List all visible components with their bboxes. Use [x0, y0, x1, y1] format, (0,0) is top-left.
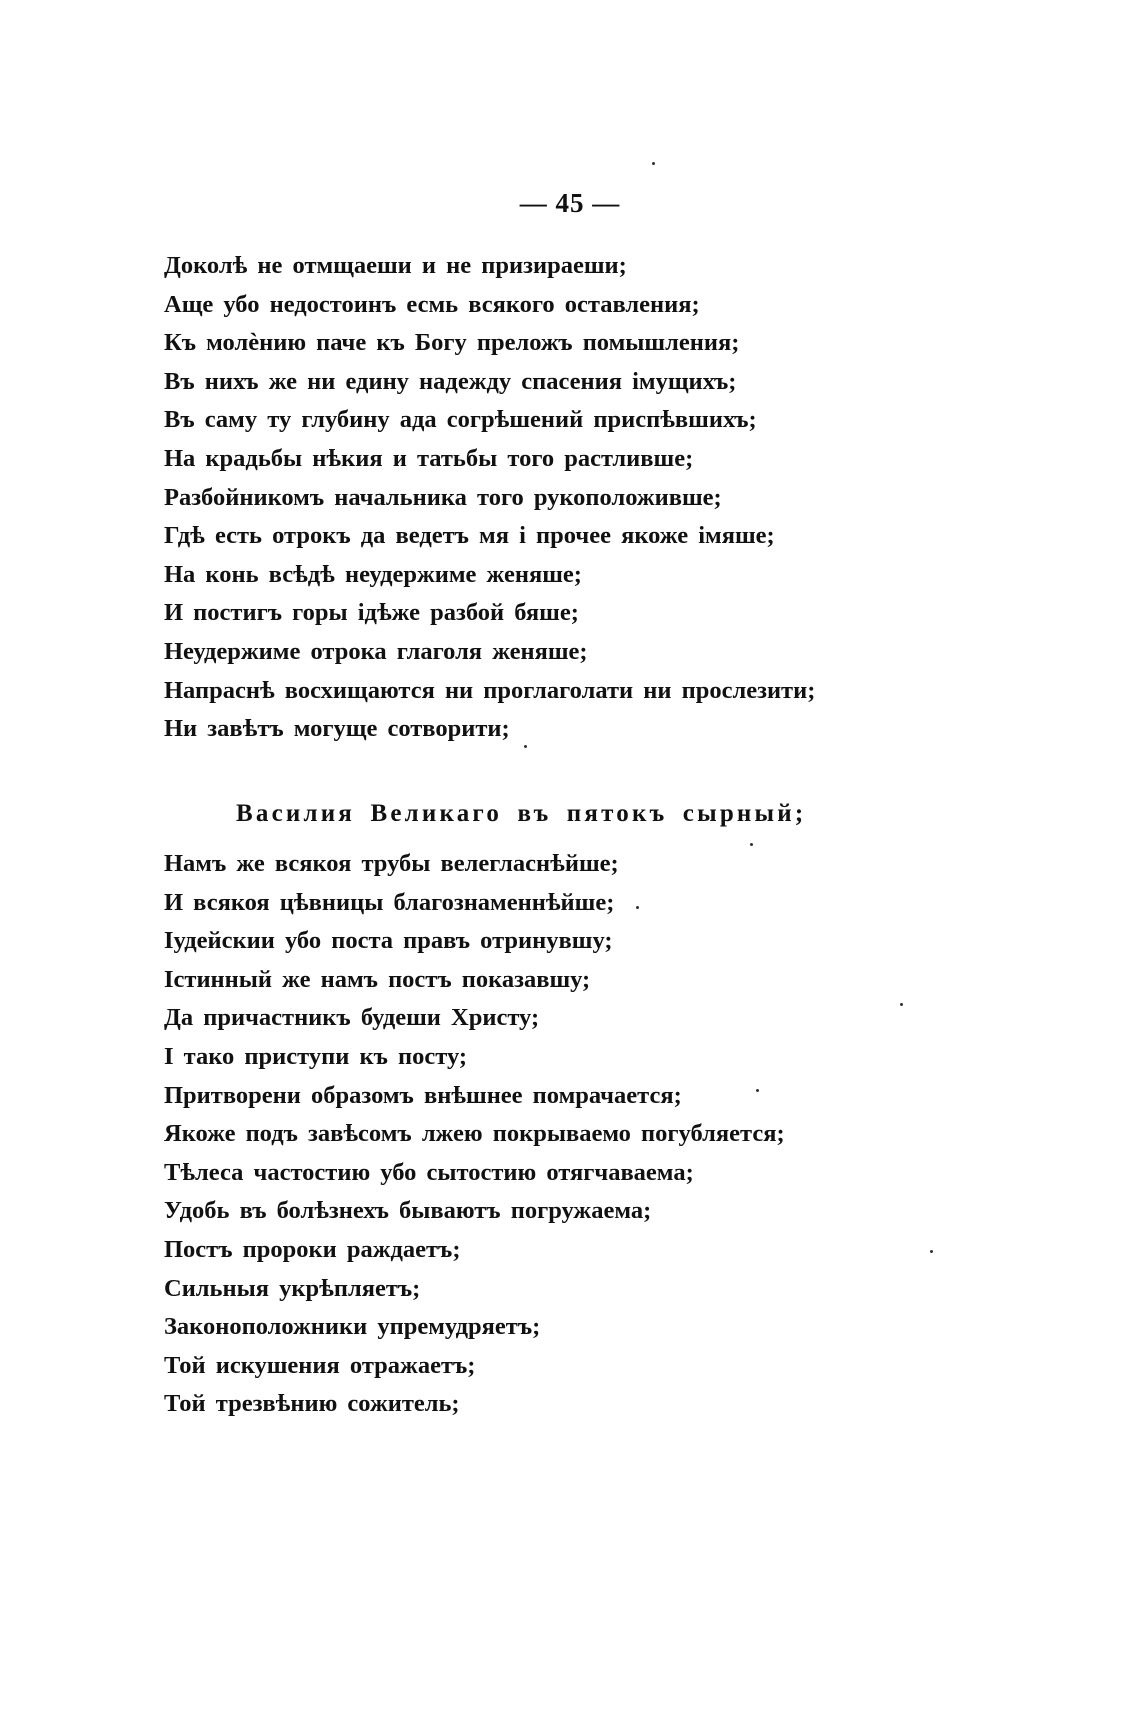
verse-line: На крадьбы нѣкия и татьбы того растливше; — [164, 444, 694, 472]
verse-line: Аще убо недостоинъ есмь всякого оставления; — [164, 290, 700, 318]
scan-speck — [756, 1089, 759, 1092]
verse-line: Ни завѣтъ могуще сотворити; — [164, 715, 510, 743]
verse-line: Да причастникъ будеши Христу; — [164, 1004, 540, 1032]
scan-speck — [636, 906, 639, 909]
verse-line: Притворени образомъ внѣшнее помрачается; — [164, 1081, 682, 1109]
verse-line: Постъ пророки раждаетъ; — [164, 1235, 461, 1263]
verse-line: Удобь въ болѣзнехъ бываютъ погружаема; — [164, 1197, 652, 1225]
verse-line: Въ нихъ же ни едину надежду спасения імущихъ; — [164, 367, 737, 395]
verse-line: Напраснѣ восхищаются ни проглаголати ни прослезити; — [164, 676, 816, 704]
verse-line: И постигъ горы ідѣже разбой бяше; — [164, 599, 579, 627]
scan-speck — [652, 162, 655, 165]
page-number: — 45 — — [519, 188, 621, 218]
scan-speck — [750, 843, 753, 846]
scan-speck — [524, 745, 527, 748]
verse-line: На конь всѣдѣ неудержиме женяше; — [164, 560, 582, 588]
scan-speck — [900, 1003, 903, 1006]
verse-line: Разбойникомъ начальника того рукоположивше; — [164, 483, 722, 511]
verse-line: Тѣлеса частостию убо сытостию отягчаваема; — [164, 1158, 694, 1186]
verse-line: Въ саму ту глубину ада согрѣшений приспѣвшихъ; — [164, 406, 757, 434]
section-title: Василия Великаго въ пятокъ сырный; — [236, 800, 807, 827]
verse-line: І тако приступи къ посту; — [164, 1042, 468, 1070]
verse-line: Істинный же намъ постъ показавшу; — [164, 965, 591, 993]
poem-block-2 — [164, 845, 785, 1424]
verse-line: Гдѣ есть отрокъ да ведетъ мя і прочее якоже імяше; — [164, 522, 775, 550]
verse-line: Якоже подъ завѣсомъ лжею покрываемо погубляется; — [164, 1120, 785, 1148]
poem-block-1 — [164, 247, 815, 749]
verse-line: Той трезвѣнию сожитель; — [164, 1390, 460, 1418]
verse-line: Сильныя укрѣпляетъ; — [164, 1274, 421, 1302]
scan-speck — [930, 1250, 933, 1253]
verse-line: Законоположники упремудряетъ; — [164, 1313, 541, 1341]
verse-line: Доколѣ не отмщаеши и не призираеши; — [164, 252, 627, 279]
verse-line: Той искушения отражаетъ; — [164, 1351, 476, 1379]
verse-line: Намъ же всякоя трубы велегласнѣйше; — [164, 850, 619, 877]
verse-line: Къ молѐнию паче къ Богу преложъ помышления; — [164, 329, 740, 357]
verse-line: И всякоя цѣвницы благознаменнѣйше; — [164, 888, 615, 916]
verse-line: Неудержиме отрока глаголя женяше; — [164, 637, 588, 665]
verse-line: Іудейскии убо поста правъ отринувшу; — [164, 927, 613, 955]
